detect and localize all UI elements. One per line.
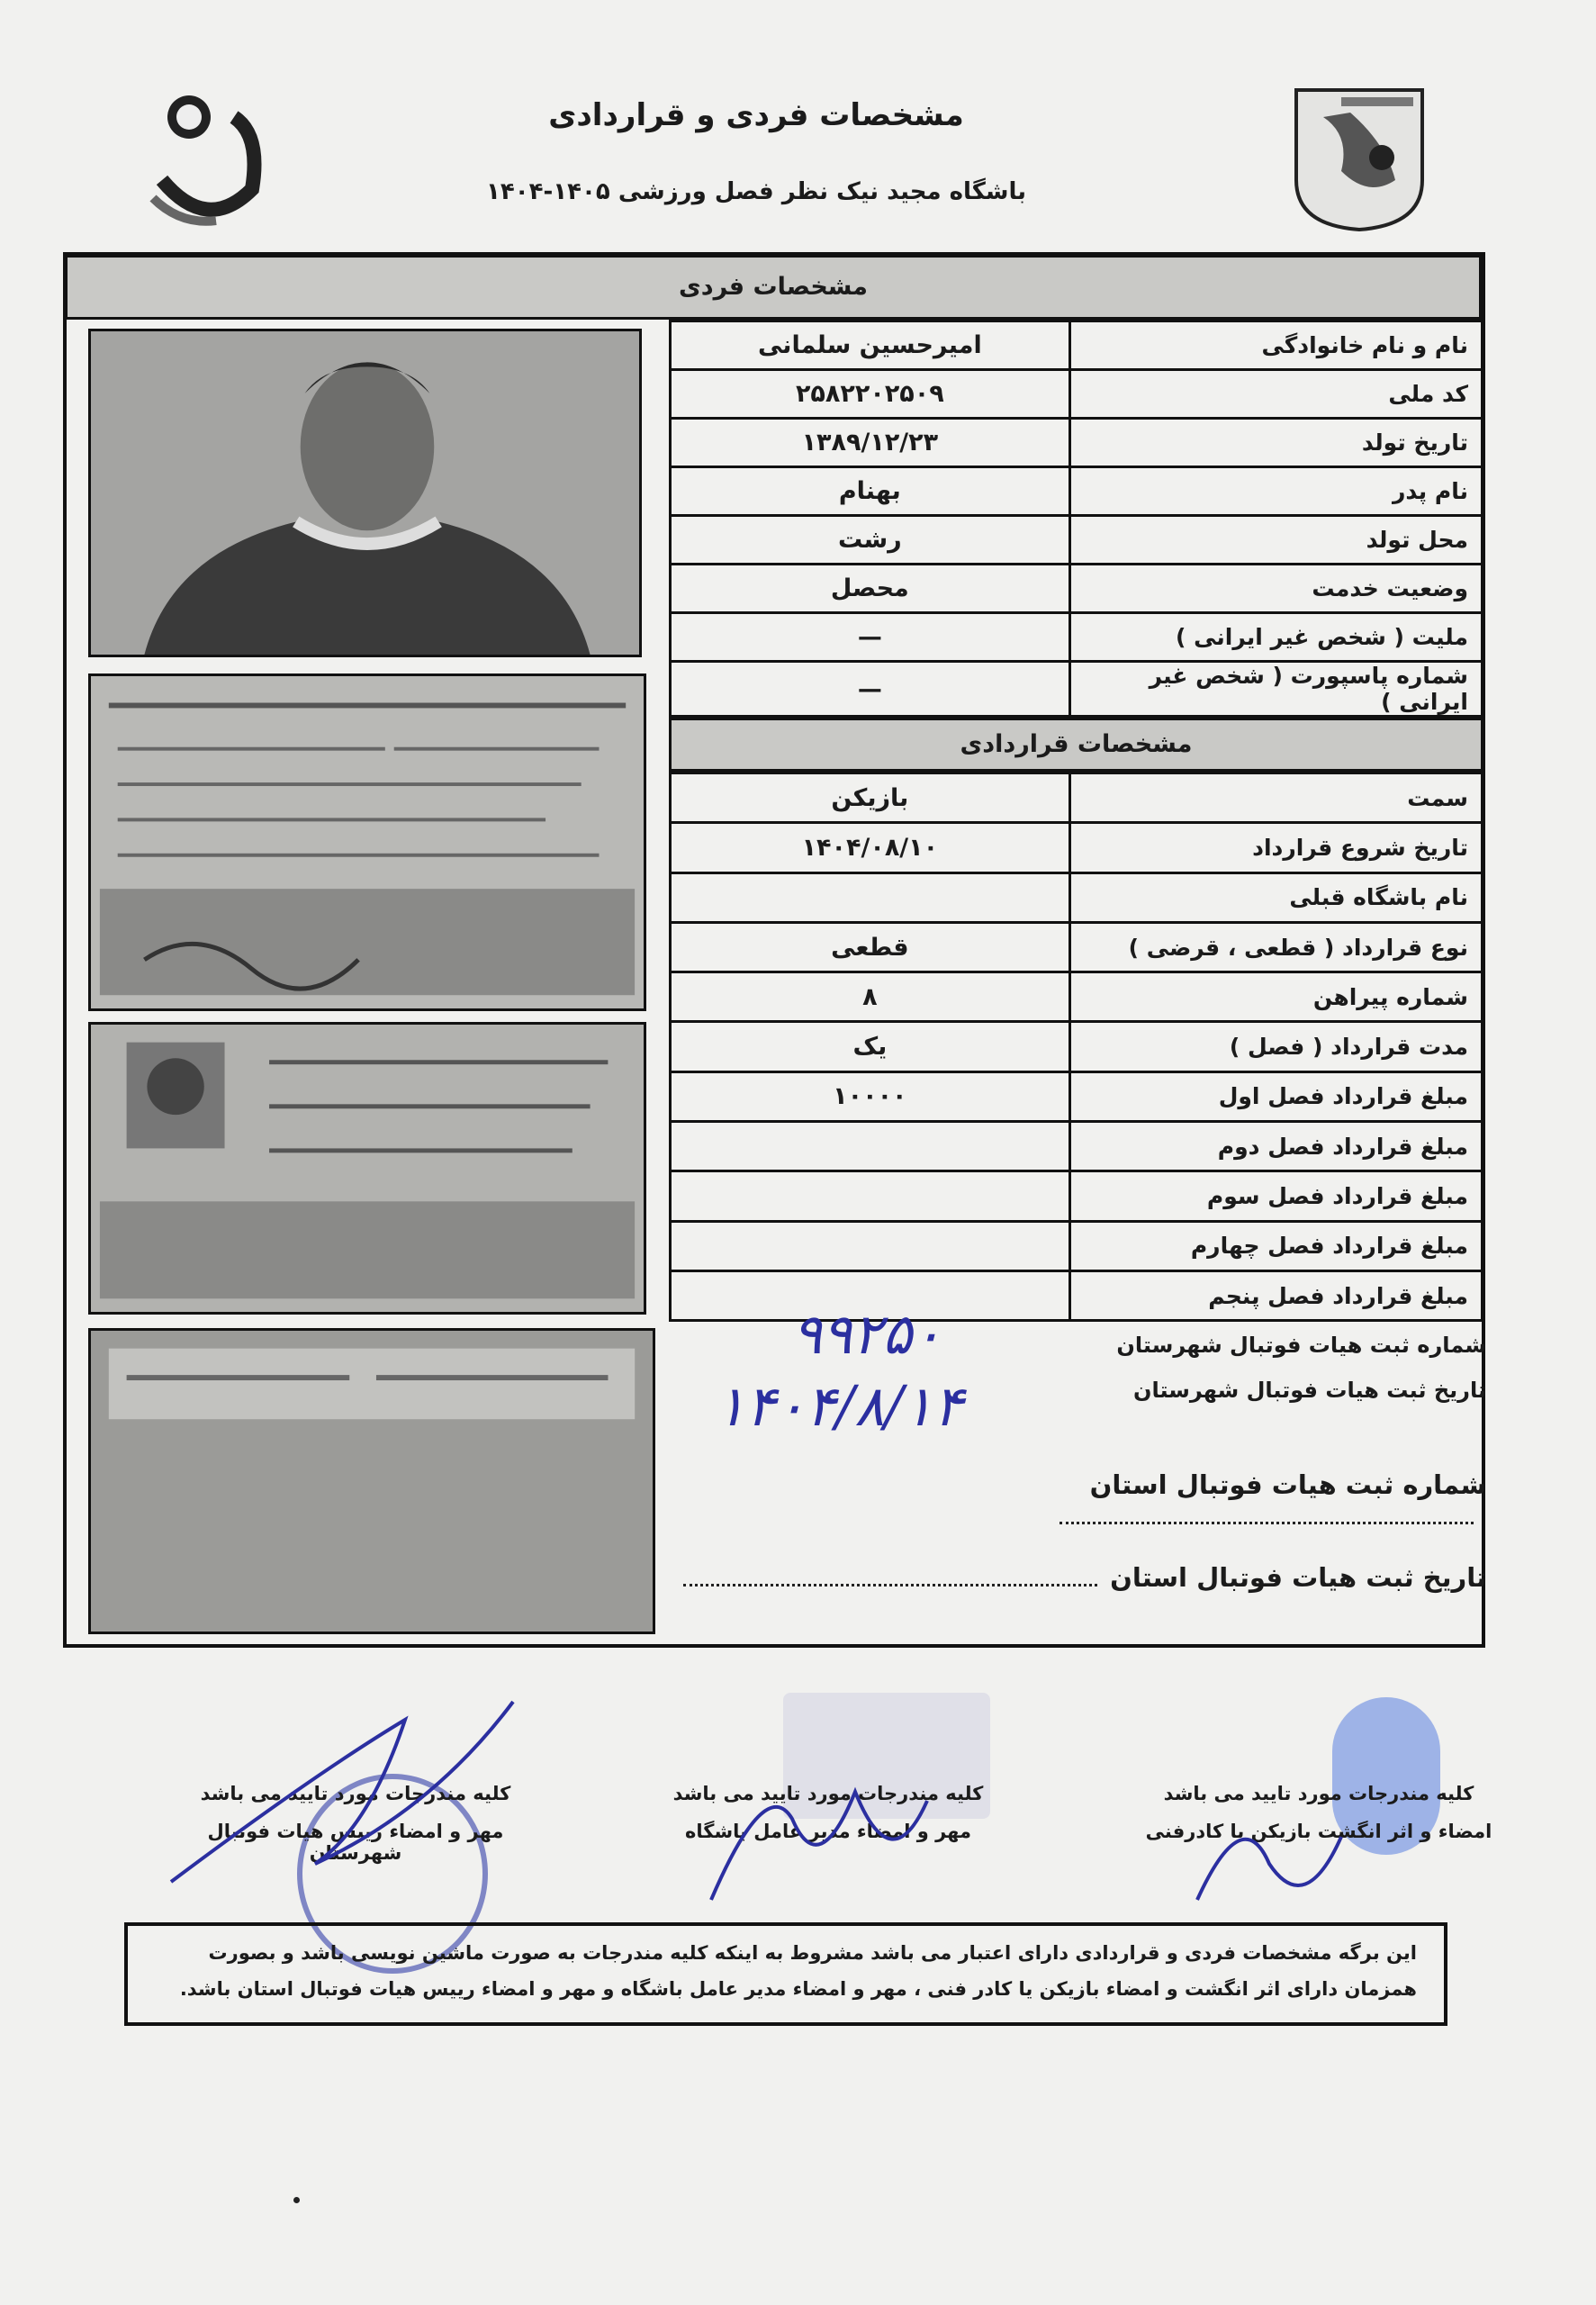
table-row [671, 1022, 1483, 1071]
handwritten-registration-number: ۹۹۲۵۰ [792, 1301, 942, 1367]
city-registration-date-label: تاریخ ثبت هیات فوتبال شهرستان [1132, 1378, 1486, 1403]
row-value: رشت [671, 516, 1070, 565]
row-label: نام و نام خانوادگی [1069, 321, 1482, 370]
document-back-image [88, 1328, 655, 1634]
table-row [671, 823, 1483, 872]
row-label: مبلغ قرارداد فصل دوم [1069, 1122, 1482, 1171]
table-row [671, 972, 1483, 1022]
table-row [671, 613, 1483, 662]
row-value: قطعی [671, 922, 1070, 972]
row-label: شماره پاسپورت ( شخص غیر ایرانی ) [1069, 662, 1482, 717]
table-row [671, 565, 1483, 613]
row-value: ۱۴۰۴/۰۸/۱۰ [671, 823, 1070, 872]
document-subtitle: باشگاه مجید نیک نظر فصل ورزشی ۱۴۰۵-۱۴۰۴ [486, 178, 1026, 205]
contract-section-heading: مشخصات قراردادی [669, 718, 1483, 772]
row-value: ۸ [671, 972, 1070, 1022]
table-row [671, 662, 1483, 717]
row-label: تاریخ شروع قرارداد [1069, 823, 1482, 872]
row-value [671, 1221, 1070, 1270]
footer-note: این برگه مشخصات فردی و قراردادی دارای اعتبار می باشد مشروط به اینکه کلیه مندرجات به صورت ماشین نویسی باشد و بصورت همزمان دارای اثر انگشت و امضاء بازیکن یا کادر فنی ، مهر و امضاء مدیر عامل باشگاه و مهر و امضاء رییس هیات فوتبال استان باشد. [124, 1922, 1447, 2026]
football-board-logo [1287, 81, 1431, 234]
row-value [671, 1171, 1070, 1221]
club-signature-caption: مهر و امضاء مدیر عامل باشگاه [684, 1821, 972, 1842]
row-value: امیرحسین سلمانی [671, 321, 1070, 370]
row-value: بهنام [671, 467, 1070, 516]
row-value: ۲۵۸۲۲۰۲۵۰۹ [671, 370, 1070, 419]
personal-info-table [669, 320, 1483, 718]
row-label: وضعیت خدمت [1069, 565, 1482, 613]
table-row [671, 321, 1483, 370]
row-value: ۱۰۰۰۰ [671, 1071, 1070, 1121]
table-row [671, 516, 1483, 565]
blank-line [1059, 1502, 1474, 1524]
personal-section-heading: مشخصات فردی [65, 255, 1482, 320]
row-label: مبلغ قرارداد فصل چهارم [1069, 1221, 1482, 1270]
table-row [671, 1171, 1483, 1221]
row-label: نام باشگاه قبلی [1069, 872, 1482, 922]
row-value [671, 872, 1070, 922]
player-approval-text: کلیه مندرجات مورد تایید می باشد [1163, 1783, 1474, 1804]
blank-line [683, 1564, 1097, 1586]
board-approval-text: کلیه مندرجات مورد تایید می باشد [200, 1783, 511, 1804]
table-row [671, 1071, 1483, 1121]
city-registration-number-label: شماره ثبت هیات فوتبال شهرستان [1116, 1333, 1486, 1358]
row-label: ملیت ( شخص غیر ایرانی ) [1069, 613, 1482, 662]
document-title: مشخصات فردی و قراردادی [548, 97, 964, 133]
handwritten-registration-date: ۱۴۰۴/۸/۱۴ [716, 1373, 963, 1439]
player-photo [88, 329, 642, 657]
board-signature-caption: مهر و امضاء رییس هیات فوتبال شهرستان [207, 1821, 504, 1864]
table-row [671, 922, 1483, 972]
row-value: محصل [671, 565, 1070, 613]
player-signature-caption: امضاء و اثر انگشت بازیکن یا کادرفنی [1145, 1821, 1492, 1842]
birth-certificate-image [88, 673, 646, 1011]
row-value: — [671, 662, 1070, 717]
row-label: نوع قرارداد ( قطعی ، قرضی ) [1069, 922, 1482, 972]
table-row [671, 1221, 1483, 1270]
table-row [671, 1122, 1483, 1171]
row-label: مبلغ قرارداد فصل اول [1069, 1071, 1482, 1121]
ink-dot [293, 2197, 300, 2203]
row-label: تاریخ تولد [1069, 419, 1482, 467]
row-label: محل تولد [1069, 516, 1482, 565]
row-value: — [671, 613, 1070, 662]
province-number-label: شماره ثبت هیات فوتبال استان [1089, 1469, 1486, 1500]
father-id-image [88, 1022, 646, 1315]
row-label: مدت قرارداد ( فصل ) [1069, 1022, 1482, 1071]
row-label: شماره پیراهن [1069, 972, 1482, 1022]
row-label: مبلغ قرارداد فصل سوم [1069, 1171, 1482, 1221]
row-label: نام پدر [1069, 467, 1482, 516]
province-date-label: تاریخ ثبت هیات فوتبال استان [1110, 1562, 1486, 1593]
club-logo [144, 81, 270, 234]
row-value: یک [671, 1022, 1070, 1071]
table-row [671, 773, 1483, 823]
contract-info-table [669, 772, 1483, 1322]
signature-strokes [135, 1666, 1440, 1954]
club-approval-text: کلیه مندرجات مورد تایید می باشد [672, 1783, 984, 1804]
table-row [671, 419, 1483, 467]
row-value [671, 1122, 1070, 1171]
province-registration-number [676, 1469, 1486, 1531]
table-row [671, 872, 1483, 922]
row-label: سمت [1069, 773, 1482, 823]
row-value: بازیکن [671, 773, 1070, 823]
row-label: کد ملی [1069, 370, 1482, 419]
table-row [671, 370, 1483, 419]
row-label: مبلغ قرارداد فصل پنجم [1069, 1270, 1482, 1320]
province-registration-date [676, 1562, 1486, 1593]
row-value: ۱۳۸۹/۱۲/۲۳ [671, 419, 1070, 467]
table-row [671, 467, 1483, 516]
